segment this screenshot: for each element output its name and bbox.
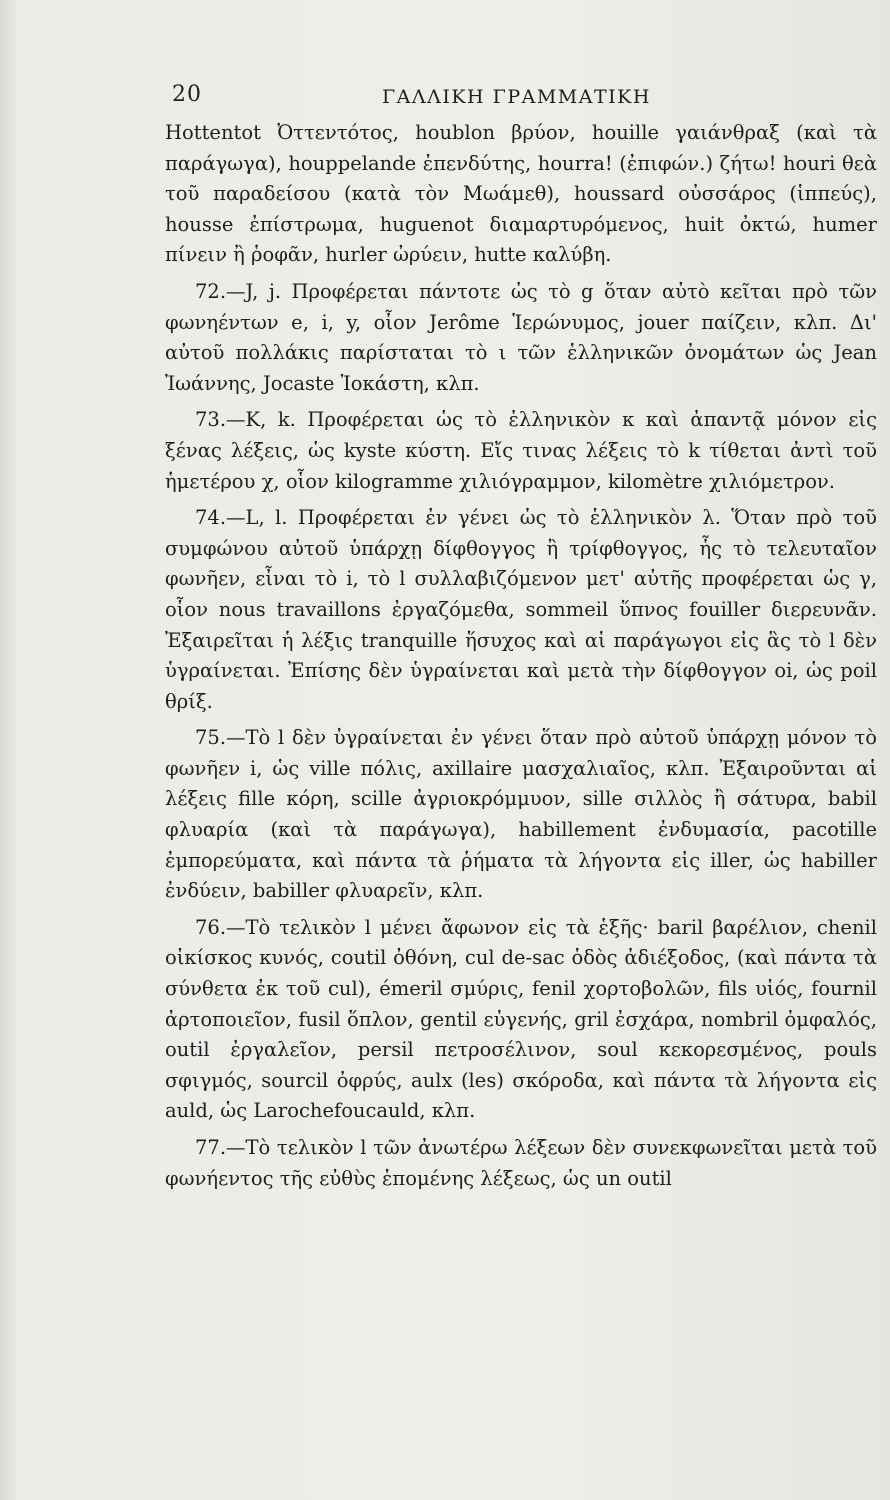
paragraph-73-k: 73.—K, k. Προφέρεται ὡς τὸ ἑλληνικὸν κ καὶ ἀπαντᾷ μόνον εἰς ξένας λέξεις, ὡς kyste κύστη. Εἴς τινας λέξεις τὸ k τίθεται ἀντὶ τοῦ ἡμετέρου χ, οἷον kilogramme χιλιόγραμμον, kilomètre χιλιόμετρον. [165, 408, 877, 493]
page-header [172, 82, 850, 112]
page-number: 20 [172, 82, 202, 107]
paragraph-74-l: 74.—L, l. Προφέρεται ἐν γένει ὡς τὸ ἑλληνικὸν λ. Ὅταν πρὸ τοῦ συμφώνου αὐτοῦ ὑπάρχῃ δίφθογγος ἢ τρίφθογγος, ἧς τὸ τελευταῖον φωνῆεν, εἶναι τὸ i, τὸ l συλλαβιζόμενον μετ' αὐτῆς προφέρεται ὡς γ, οἷον nous travaillons ἐργαζόμεθα, sommeil ὕπνος fouiller διερευνᾶν. Ἐξαιρεῖται ἡ λέξις tranquille ἥσυχος καὶ αἱ παράγωγοι εἰς ἃς τὸ l δὲν ὑγραίνεται. Ἐπίσης δὲν ὑγραίνεται καὶ μετὰ τὴν δίφθογγον oi, ὡς poil θρίξ. [165, 506, 877, 713]
running-title: ΓΑΛΛΙΚΗ ΓΡΑΜΜΑΤΙΚΗ [382, 86, 651, 108]
paragraph-75: 75.—Τὸ l δὲν ὑγραίνεται ἐν γένει ὅταν πρὸ αὐτοῦ ὑπάρχῃ μόνον τὸ φωνῆεν i, ὡς ville πόλις, axillaire μασχαλιαῖος, κλπ. Ἐξαιροῦνται αἱ λέξεις fille κόρη, scille ἀγριοκρόμμυον, sille σιλλὸς ἢ σάτυρα, babil φλυαρία (καὶ τὰ παράγωγα), habillement ἐνδυμασία, pacotille ἐμπορεύματα, καὶ πάντα τὰ ῥήματα τὰ λήγοντα εἰς iller, ὡς habiller ἐνδύειν, babiller φλυαρεῖν, κλπ. [165, 726, 877, 903]
page-body [165, 118, 877, 1200]
paragraph-76: 76.—Τὸ τελικὸν l μένει ἄφωνον εἰς τὰ ἑξῆς· baril βαρέλιον, chenil οἰκίσκος κυνός, coutil ὀθόνη, cul de-sac ὁδὸς ἀδιέξοδος, (καὶ πάντα τὰ σύνθετα ἐκ τοῦ cul), émeril σμύρις, fenil χορτοβολῶν, fils υἱός, fournil ἀρτοποιεῖον, fusil ὅπλον, gentil εὐγενής, gril ἐσχάρα, nombril ὀμφαλός, outil ἐργαλεῖον, persil πετροσέλινον, soul κεκορεσμένος, pouls σφιγμός, sourcil ὀφρύς, aulx (les) σκόροδα, καὶ πάντα τὰ λήγοντα εἰς auld, ὡς Larochefoucauld, κλπ. [165, 915, 877, 1123]
paragraph-77: 77.—Τὸ τελικὸν l τῶν ἀνωτέρω λέξεων δὲν συνεκφωνεῖται μετὰ τοῦ φωνήεντος τῆς εὐθὺς ἑπομένης λέξεως, ὡς un outil [165, 1136, 877, 1190]
paragraph-h-words: Hottentot Ὀττεντότος, houblon βρύον, houille γαιάνθραξ (καὶ τὰ παράγωγα), houppelande ἐπενδύτης, hourra! (ἐπιφών.) ζήτω! houri θεὰ τοῦ παραδείσου (κατὰ τὸν Μωάμεθ), houssard οὐσσάρος (ἱππεύς), housse ἐπίστρωμα, huguenot διαμαρτυρόμενος, huit ὀκτώ, humer πίνειν ἢ ῥοφᾶν, hurler ὠρύειν, hutte καλύβη. [165, 121, 877, 267]
paragraph-72-j: 72.—J, j. Προφέρεται πάντοτε ὡς τὸ g ὅταν αὐτὸ κεῖται πρὸ τῶν φωνηέντων e, i, y, οἷον Jerôme Ἱερώνυμος, jouer παίζειν, κλπ. Δι' αὐτοῦ πολλάκις παρίσταται τὸ ι τῶν ἑλληνικῶν ὀνομάτων ὡς Jean Ἰωάννης, Jocaste Ἰοκάστη, κλπ. [165, 279, 877, 395]
